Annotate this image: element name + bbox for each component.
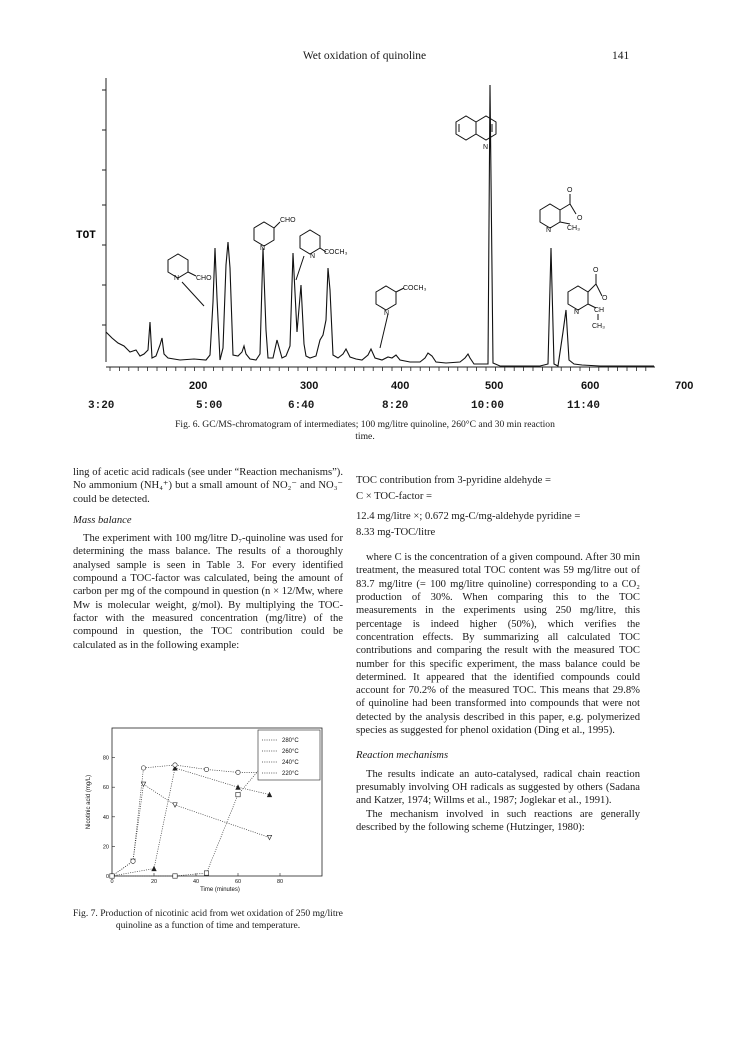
fig7-point [236,792,240,796]
fig7-point [141,766,145,770]
fig6-chromatogram [70,70,694,392]
fig7-point [236,785,240,789]
oxygen-label: O [567,187,573,194]
equation-line: 8.33 mg-TOC/litre [356,526,436,538]
oxygen-label: O [602,295,608,302]
fig7-series-line [112,758,270,876]
ch3-label: CH₃ [567,225,580,232]
acetylpyridine-3-icon [376,286,404,348]
fig7-caption: Fig. 7. Production of nicotinic acid from wet oxidation of 250 mg/litre quinoline as a function of time and temperature. [73,908,343,931]
oxygen-label: O [593,267,599,274]
fig6-time-row [0,400,729,414]
pyridine-aldehyde-3-icon [254,222,280,246]
fig7-y-tick-label: 0 [105,874,109,880]
fig6-time-tick: 3:20 [88,400,115,412]
fig6-caption-line: Fig. 6. GC/MS-chromatogram of intermediates; 100 mg/litre quinoline, 260°C and 30 min reaction [175,419,555,430]
fig7-point [204,767,208,771]
fig7-point [173,763,177,767]
fig7-x-tick-label: 40 [192,879,200,885]
paragraph: The experiment with 100 mg/litre D₇-quinoline was used for determining the mass balance. The results of a thoroughly analysed sample is seen in Table 3. For every identified compound a TOC-factor was calculated, being the amount of carbon per mg of the compound in question (n × 12/Mw, where Mw is molecular weight, g/mol). By multiplying the TOC-factor with the measured concentration (mg/litre) of the compound in question, the TOC contribution could be calculated as in the following example: [73,533,343,651]
paragraph: The mechanism involved in such reactions are generally described by the following scheme (Hutzinger, 1980): [356,808,640,833]
fig7-point [267,792,271,796]
fig6-scan-tick: 600 [581,380,600,392]
section-heading-mass-balance: Mass balance [73,514,132,526]
left-column [73,466,343,652]
oxygen-label: O [577,215,583,222]
ch3-label: CH₃ [592,323,605,330]
fig7-y-tick-label: 80 [102,755,109,762]
fig7-x-tick-label: 80 [276,879,284,885]
fig6-time-tick: 5:00 [196,400,223,412]
fig6-scan-tick: 300 [300,380,319,392]
fig6-time-tick: 8:20 [382,400,409,412]
lactone-structure-icon [540,194,576,228]
fig7-point [152,866,156,870]
page-number: 141 [612,50,630,62]
fig7-y-tick-label: 40 [102,814,109,821]
fig7-point [236,770,240,774]
fig7-x-label: Time (minutes) [200,887,240,893]
fig7-series-line [112,784,270,876]
fig7-legend-label: 220°C [282,771,299,777]
fig7-y-label: Nicotinic acid (mg/L) [86,774,92,830]
fig7-legend-label: 280°C [282,738,299,744]
pyridine-n-label: N [384,310,390,317]
fig7-legend-label: 260°C [282,749,299,755]
fig6-scan-tick: 500 [485,380,504,392]
equation-line: C × TOC-factor = [356,491,432,503]
section-heading-reaction-mechanisms: Reaction mechanisms [356,750,449,762]
fig7-point [141,782,145,786]
quinoline-n-label: N [483,144,489,151]
paragraph: The results indicate an auto-catalysed, radical chain reaction presumably involving OH radicals as suggested by others (Sadana and Katzer, 1974; Willms et al., 1987; Joglekar et al., 1991). [356,768,640,807]
pyridine-n-label: N [546,227,552,234]
pyridine-n-label: N [310,253,316,260]
cho-label: CHO [196,275,212,282]
fig7-y-tick-label: 60 [102,785,109,792]
equation-line: TOC contribution from 3-pyridine aldehyde = [356,475,551,486]
equation-line: 12.4 mg/litre ×; 0.672 mg-C/mg-aldehyde pyridine = [356,510,581,522]
paragraph: ling of acetic acid radicals (see under “Reaction mechanisms”). No ammonium (NH₄⁺) but a small amount of NO₂⁻ and NO₃⁻ could be detected. [73,467,343,505]
paragraph: where C is the concentration of a given compound. After 30 min treatment, the measured total TOC content was 59 mg/litre out of 83.7 mg/litre (= 100 mg/litre quinoline) corresponding to a CO₂ production of 30%. When comparing this to the TOC measurements in the experiments using 250 mg/litre, this percentage is indeed higher (50%), which verifies the concentration effects. By summarizing all calculated TOC contributions and comparing the result with the measured TOC number for this specific experiment, the mass balance could be determined. It appeared that the identified compounds could account for 70.2% of the measured TOC. This means that 29.8% of quinoline had been transformed into compounds that were not detected by the analysis described in this paper, e.g. polymerized species as suggested for phenol oxidation (Ding et al., 1995). [356,552,640,737]
coch3-label: COCH₃ [403,285,427,292]
fig6-time-tick: 11:40 [567,400,601,412]
fig6-y-label: TOT [76,230,96,242]
fig7-point [173,803,177,807]
fig6-time-tick: 10:00 [471,400,505,412]
fig7-point [131,859,135,863]
fig7-nicotinic-acid-chart [80,718,330,893]
fig7-x-tick-label: 20 [150,879,158,885]
pyridine-n-label: N [260,245,266,252]
fig6-scan-tick: 400 [391,380,410,392]
fig6-caption [60,419,670,443]
fig7-y-tick-label: 20 [102,844,109,851]
running-title: Wet oxidation of quinoline [302,50,427,62]
cho-label: CHO [280,217,296,224]
fig7-point [204,871,208,875]
fig7-legend-label: 240°C [282,760,299,766]
fig7-point [110,874,114,878]
fig6-scan-tick: 200 [189,380,208,392]
ch-label: CH [594,307,605,314]
fig7-point [267,835,271,839]
pyridine-n-label: N [174,275,180,282]
fig7-x-tick-label: 60 [234,879,242,885]
pyridine-n-label: N [574,309,580,316]
fig7-series-line [112,765,270,876]
fig7-series-line [112,768,270,876]
fig6-caption-line: time. [355,431,375,442]
fig7-point [173,874,177,878]
right-column [356,474,640,834]
fig7-x-tick-label: 0 [110,879,114,885]
coch3-label: COCH₃ [324,249,348,256]
fig6-scan-tick: 700 [675,380,694,392]
fig6-time-tick: 6:40 [288,400,315,412]
